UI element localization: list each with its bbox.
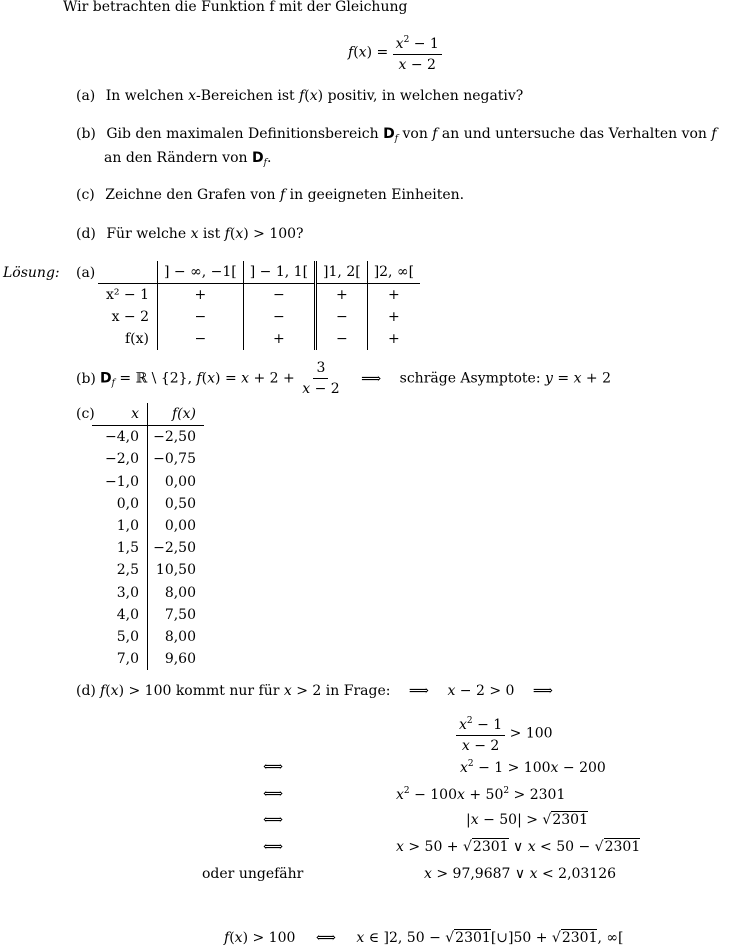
sign-cell: − xyxy=(243,306,315,328)
question-c-label: (c) xyxy=(76,187,95,203)
x-value: 7,0 xyxy=(92,648,148,670)
sign-cell: + xyxy=(243,328,315,350)
equivalence-symbol: ⟺ xyxy=(263,759,284,775)
sign-cell: − xyxy=(316,328,368,350)
sign-cell: − xyxy=(158,328,244,350)
x-value: −1,0 xyxy=(92,471,148,493)
sign-cell: + xyxy=(367,284,420,307)
x-value: 5,0 xyxy=(92,626,148,648)
sign-cell: − xyxy=(243,284,315,307)
ineq-step-4: |x − 50| > √2301 xyxy=(466,812,588,828)
sign-table-row xyxy=(98,328,420,350)
question-c: (c) Zeichne den Grafen von f in geeigneten Einheiten. xyxy=(76,187,465,203)
asymptote-text: schräge Asymptote: xyxy=(399,370,541,387)
table-row xyxy=(92,471,204,493)
table-row xyxy=(92,493,204,515)
value-table-header: x xyxy=(92,403,148,426)
approx-label: oder ungefähr xyxy=(202,866,304,882)
table-row xyxy=(92,537,204,559)
question-b-line2: an den Rändern von $D_f$. xyxy=(104,150,272,168)
sign-cell: − xyxy=(158,306,244,328)
x-value: −4,0 xyxy=(92,426,148,449)
sign-cell: + xyxy=(158,284,244,307)
sign-cell: + xyxy=(367,306,420,328)
row-label: x − 2 xyxy=(111,309,149,325)
f-value: 9,60 xyxy=(164,651,196,668)
x-value: 1,5 xyxy=(92,537,148,559)
x-value: 2,5 xyxy=(92,559,148,581)
solution-b-content: $D_f$ = ℝ \ {2}, f(x) = x + 2 + $\frac{3}{x - 2}$ ⟹ schräge Asymptote: y = x + 2 xyxy=(100,360,612,397)
table-row xyxy=(92,426,204,449)
solution-d-intro: f(x) > 100 kommt nur für x > 2 in Frage: ⟹ x − 2 > 0 ⟹ xyxy=(100,683,553,699)
ineq-step-1: $\frac{x^2 - 1}{x - 2}$ > 100 xyxy=(456,713,553,754)
f-value: 0,50 xyxy=(164,495,196,512)
f-value: 7,50 xyxy=(164,606,196,623)
intro-text xyxy=(63,0,407,15)
sign-cell: − xyxy=(316,306,368,328)
solution-b-label: (b) xyxy=(76,371,96,387)
x-value: 3,0 xyxy=(92,582,148,604)
table-row xyxy=(92,626,204,648)
table-row xyxy=(92,582,204,604)
approx-right-value: 2,03126 xyxy=(558,866,617,882)
table-row xyxy=(92,648,204,670)
ineq-step-2: $x^2 - 1 > 100x - 200$ xyxy=(460,759,606,776)
equivalence-symbol: ⟺ xyxy=(263,812,284,828)
sign-table-row xyxy=(98,306,420,328)
f-value: 0,00 xyxy=(164,473,196,490)
f-value: 8,00 xyxy=(164,628,196,645)
equivalence-symbol: ⟺ xyxy=(263,839,284,855)
table-row xyxy=(92,559,204,581)
table-row xyxy=(92,448,204,470)
question-d-label: (d) xyxy=(76,226,96,242)
sign-table-header: ]1, 2[ xyxy=(316,261,368,284)
final-answer: f(x) > 100 ⟺ x ∈ ]2, 50 − √2301[∪]50 + √2301, ∞[ xyxy=(224,930,624,946)
function-definition: f(x) = $\frac{x^2 - 1}{x - 2}$ xyxy=(348,32,442,73)
equivalence-symbol: ⟺ xyxy=(263,786,284,802)
question-b-label: (b) xyxy=(76,126,96,142)
sign-cell: + xyxy=(367,328,420,350)
solution-a-label: (a) xyxy=(76,265,96,281)
intro-sentence: Wir betrachten die Funktion f mit der Gleichung xyxy=(63,0,408,15)
question-a-label: (a) xyxy=(76,88,96,104)
x-value: 0,0 xyxy=(92,493,148,515)
solution-d-label: (d) xyxy=(76,683,96,699)
sign-table-corner xyxy=(98,261,158,284)
x-value: 4,0 xyxy=(92,604,148,626)
sign-cell: + xyxy=(316,284,368,307)
ineq-approx: x > 97,9687 ∨ x < 2,03126 xyxy=(424,866,617,882)
f-value: 10,50 xyxy=(155,562,196,579)
solution-d-mid: kommt nur für xyxy=(175,683,280,699)
solution-c-label: (c) xyxy=(76,406,95,422)
f-value: −0,75 xyxy=(153,451,196,468)
row-label: f(x) xyxy=(124,331,149,347)
f-value: −2,50 xyxy=(153,540,196,557)
sign-table-header: ] − 1, 1[ xyxy=(243,261,315,284)
ineq-step-5: x > 50 + √2301 ∨ x < 50 − √2301 xyxy=(396,839,641,855)
question-d: (d) Für welche x ist f(x) > 100? xyxy=(76,226,304,242)
sign-table-header: ]2, ∞[ xyxy=(367,261,420,284)
question-a: (a) In welchen x-Bereichen ist f(x) positiv, in welchen negativ? xyxy=(76,88,524,104)
approx-left-value: 97,9687 xyxy=(452,866,511,882)
value-table-header: f(x) xyxy=(148,403,205,426)
sign-table xyxy=(98,261,420,350)
solution-label: Lösung: xyxy=(3,265,60,281)
f-value: 8,00 xyxy=(164,584,196,601)
ineq-step-3: $x^2 - 100x + 50^2 > 2301$ xyxy=(396,786,566,803)
sign-table-header: ] − ∞, −1[ xyxy=(158,261,244,284)
solution-d-end: in Frage: xyxy=(325,683,391,699)
x-value: −2,0 xyxy=(92,448,148,470)
table-row xyxy=(92,604,204,626)
table-row xyxy=(92,515,204,537)
f-value: −2,50 xyxy=(153,429,196,446)
x-value: 1,0 xyxy=(92,515,148,537)
question-b: (b) Gib den maximalen Definitionsbereich $D_f$ von f an und untersuche das Verhalten von f xyxy=(76,126,717,144)
f-value: 0,00 xyxy=(164,518,196,535)
value-table xyxy=(92,403,204,670)
row-label: x² − 1 xyxy=(105,287,149,303)
sign-table-row xyxy=(98,284,420,307)
